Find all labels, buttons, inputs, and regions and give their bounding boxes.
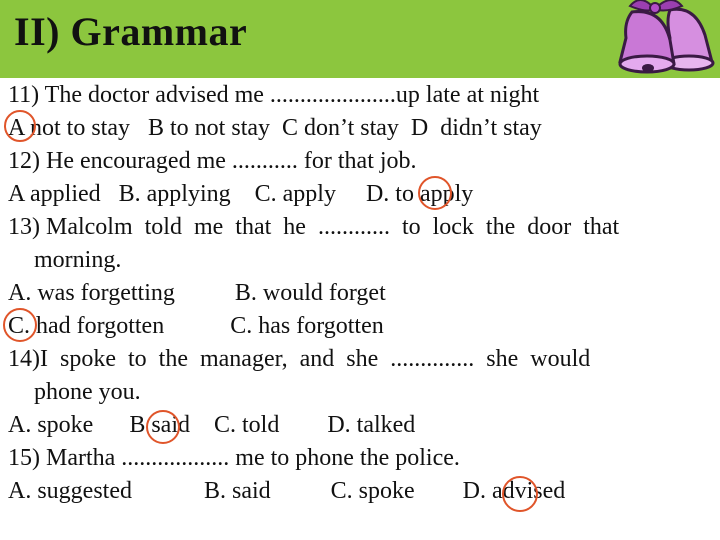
options-12: A applied B. applying C. apply D. to apply [8,181,474,207]
question-13: 13) Malcolm told me that he ............ to lock the door that [8,214,620,240]
question-11: 11) The doctor advised me .....................up late at night [8,82,540,108]
options-15: A. suggested B. said C. spoke D. advised [8,478,566,504]
question-12: 12) He encouraged me ........... for that job. [8,148,417,174]
answer-circle-12 [418,176,452,210]
options-13b: C. had forgotten C. has forgotten [8,313,384,339]
question-14-cont: phone you. [34,379,141,405]
slide-title: II) Grammar [14,9,248,54]
question-13-cont: morning. [34,247,122,273]
answer-circle-13 [3,308,37,342]
options-13a: A. was forgetting B. would forget [8,280,386,306]
bells-icon [600,0,720,80]
options-14: A. spoke B said C. told D. talked [8,412,416,438]
answer-circle-11 [4,110,36,142]
answer-circle-15 [502,476,538,512]
question-15: 15) Martha .................. me to phone the police. [8,445,460,471]
options-11: A not to stay B to not stay C don’t stay D didn’t stay [8,115,542,141]
question-14: 14)I spoke to the manager, and she .............. she would [8,346,591,372]
answer-circle-14 [146,410,180,444]
